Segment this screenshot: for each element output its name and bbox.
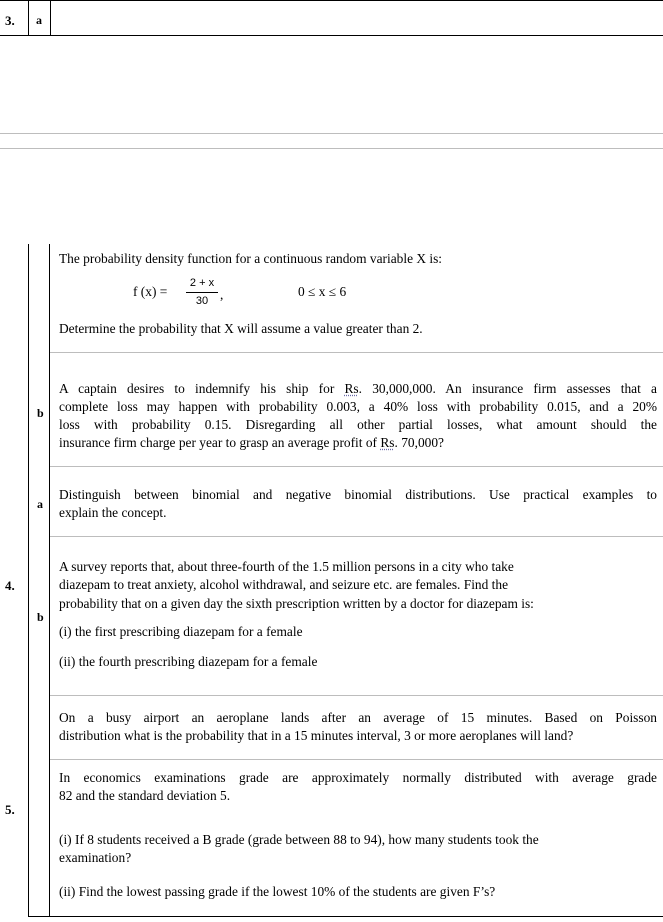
q5-part-ii: (ii) Find the lowest passing grade if the lowest 10% of the students are given F’s? — [59, 884, 496, 899]
q3b-line-1: A captain desires to indemnify his ship for Rs. 30,000,000. An insurance firm assesses that a — [59, 381, 657, 396]
q4b-part-ii: (ii) the fourth prescribing diazepam for a female — [59, 654, 318, 669]
fraction-numerator: 2 + x — [189, 277, 215, 289]
q5-part-i-line-2: examination? — [59, 850, 132, 865]
q4a-line-1: Distinguish between binomial and negative binomial distributions. Use practical examples to — [59, 487, 657, 502]
fraction-bar — [186, 292, 218, 293]
q3a-intro: The probability density function for a continuous random variable X is: — [59, 251, 443, 266]
col-divider-2 — [50, 0, 51, 36]
q4b-line-1: A survey reports that, about three-fourth of the 1.5 million persons in a city who take — [59, 559, 514, 574]
col-divider-1 — [28, 0, 29, 36]
q3a-ask: Determine the probability that X will assume a value greater than 2. — [59, 321, 423, 336]
q3b-line-2: complete loss may happen with probability 0.003, a 40% loss with probability 0.015, and a 20% — [59, 399, 657, 414]
bottom-border — [28, 916, 663, 917]
q5-line-2: 82 and the standard deviation 5. — [59, 788, 231, 803]
top-border — [0, 0, 663, 1]
airport-line-2: distribution what is the probability that in a 15 minutes interval, 3 or more aeroplanes will land? — [59, 728, 574, 743]
question-number-4: 4. — [5, 578, 15, 593]
page-break-line-1 — [0, 133, 663, 134]
sub-label-b: b — [37, 406, 44, 420]
sub-label-b: b — [37, 610, 44, 624]
airport-line-1: On a busy airport an aeroplane lands after an average of 15 minutes. Based on Poisson — [59, 710, 657, 725]
sub-label-a: a — [37, 497, 43, 511]
col-divider-right — [49, 244, 50, 917]
page-break-line-2 — [0, 148, 663, 149]
q4b-line-2: diazepam to treat anxiety, alcohol withdrawal, and seizure etc. are females. Find the — [59, 577, 509, 592]
question-number-5: 5. — [5, 802, 15, 817]
row-separator — [50, 352, 663, 353]
row-separator — [50, 695, 663, 696]
q5-line-1: In economics examinations grade are approximately normally distributed with average grade — [59, 770, 657, 785]
q3a-function: f (x) = — [133, 284, 168, 299]
row-separator — [50, 759, 663, 760]
row-border — [0, 35, 663, 36]
q3b-line-3: loss with probability 0.15. Disregarding all other partial losses, what amount should the — [59, 417, 657, 432]
fraction-denominator: 30 — [195, 295, 209, 307]
row-separator — [50, 466, 663, 467]
fraction-comma: , — [220, 287, 224, 302]
col-divider-left — [28, 244, 29, 917]
q4a-line-2: explain the concept. — [59, 505, 167, 520]
q5-part-i-line-1: (i) If 8 students received a B grade (grade between 88 to 94), how many students took the — [59, 832, 539, 847]
q3b-line-4: insurance firm charge per year to grasp an average profit of Rs. 70,000? — [59, 435, 444, 450]
row-separator — [50, 536, 663, 537]
sub-label-a: a — [36, 13, 42, 27]
q4b-line-3: probability that on a given day the sixth prescription written by a doctor for diazepam is: — [59, 596, 534, 611]
q4b-part-i: (i) the first prescribing diazepam for a female — [59, 624, 303, 639]
q3a-domain: 0 ≤ x ≤ 6 — [298, 284, 347, 299]
question-number-3: 3. — [5, 13, 15, 28]
